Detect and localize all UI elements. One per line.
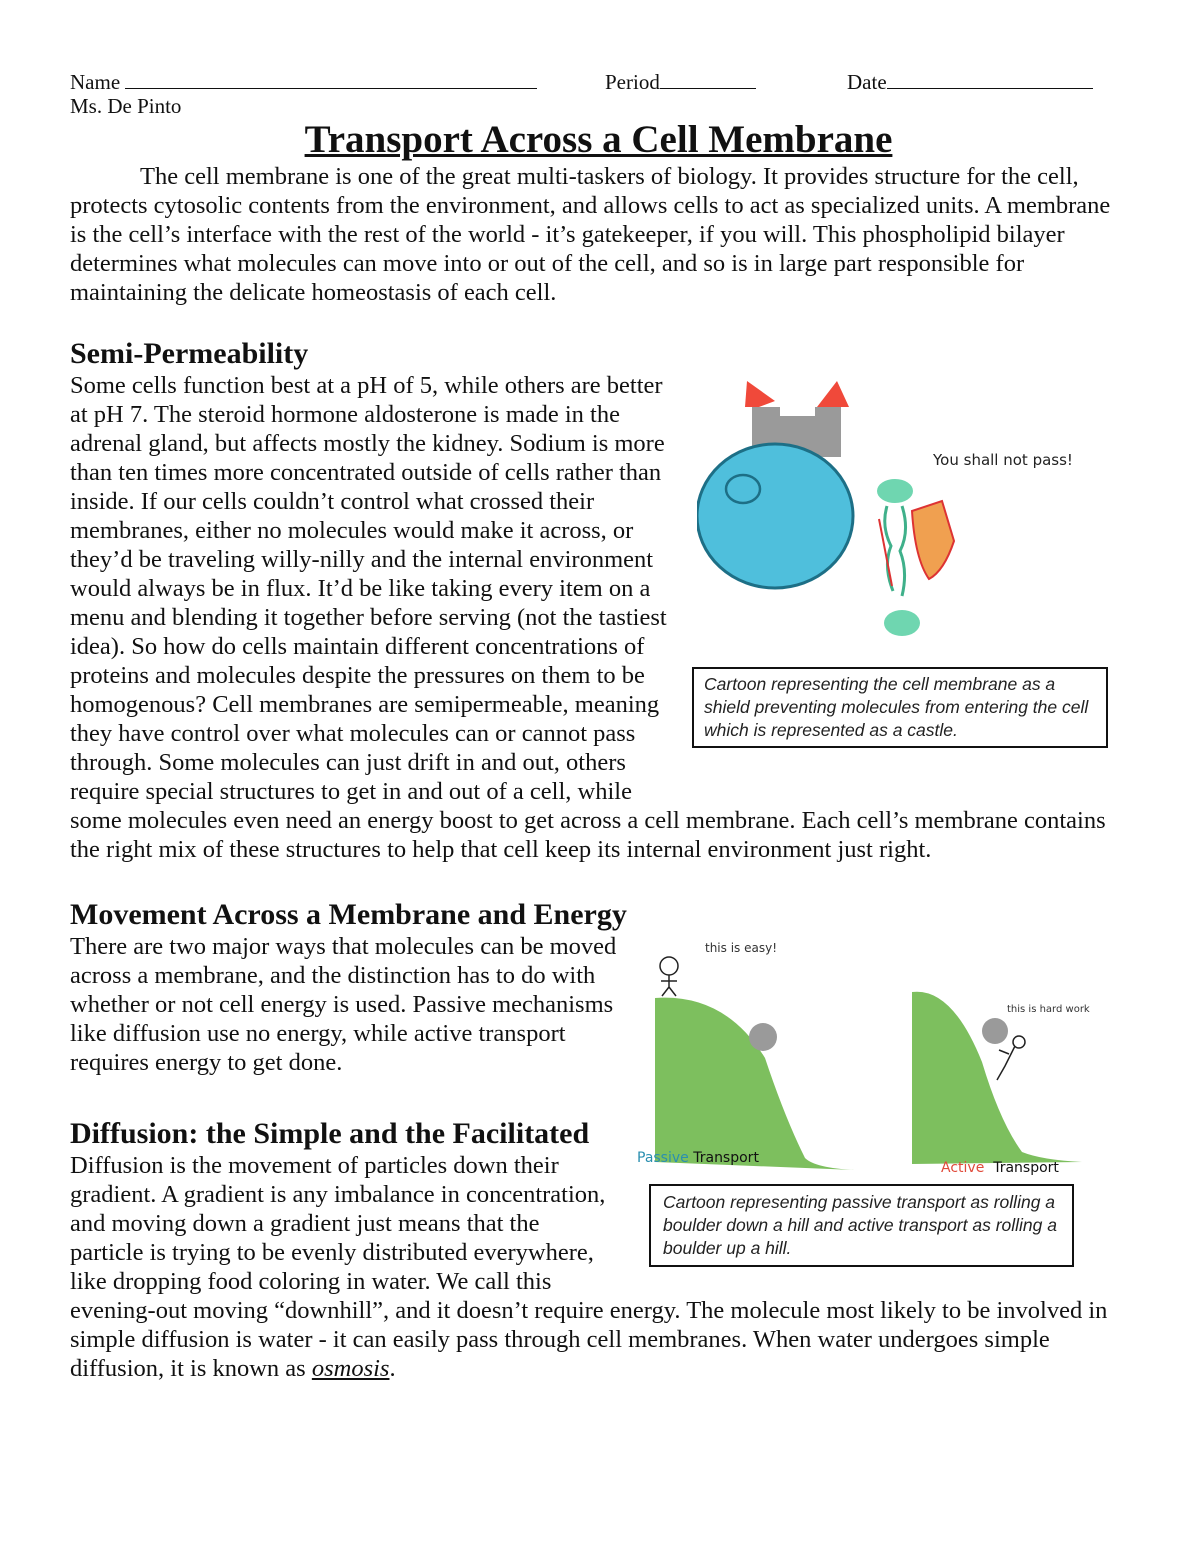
period-blank[interactable] bbox=[660, 70, 756, 89]
active-label: Active Transport bbox=[941, 1160, 1059, 1176]
osmosis-term: osmosis bbox=[311, 1355, 390, 1382]
name-blank[interactable] bbox=[125, 70, 537, 89]
castle-shield-illustration bbox=[697, 371, 1127, 681]
intro-paragraph: The cell membrane is one of the great multi-taskers of biology. It provides structure for the cell, protects cytosolic contents from the environment, and allows cells to act as specialized units. A membrane is the cell’s interface with the rest of the world - it’s gatekeeper, if you will. This phospholipid bilayer determines what molecules can move into or out of the cell, and so is in large part responsible for maintaining the delicate homeostasis of each cell. bbox=[70, 163, 1111, 306]
boulder bbox=[749, 1023, 777, 1051]
movement-paragraph: There are two major ways that molecules can be moved across a membrane, and the distinction has to do with whether or not cell energy is used. Passive mechanisms like diffusion use no energy, while active transport requires energy to get done. bbox=[70, 933, 617, 1076]
svg-text:this is easy!: this is easy! bbox=[705, 941, 778, 955]
header-fields bbox=[70, 66, 1127, 116]
shield-icon bbox=[912, 501, 954, 579]
period-label: Period bbox=[605, 70, 660, 94]
section-heading: Semi-Permeability bbox=[70, 337, 309, 370]
date-field[interactable] bbox=[847, 70, 1093, 94]
teacher-name: Ms. De Pinto bbox=[70, 94, 182, 118]
section-semi-permeability bbox=[70, 337, 1127, 864]
semi-paragraph: Some cells function best at a pH of 5, while others are better at pH 7. The steroid hormone aldosterone is made in the adrenal gland, but affects mostly the kidney. Sodium is more than ten times more concentrated outside of cells rather than inside. If our cells couldn’t control what crossed their membranes, either no molecules would make it across, or they’d be traveling willy-nilly and the internal environment would always be in flux. It’d be like taking every item on a menu and blending it together before serving (not the tastiest idea). So how do cells maintain different concentrations of proteins and molecules despite the pressures on them to be homogenous? Cell membranes are semipermeable, meaning they have control over what molecules can or cannot pass through. Some molecules can just drift in and out, others require special structures to get in and out of a cell, while some molecules even need an energy boost to get across a cell membrane. Each cell’s membrane contains the right mix of these structures to help that cell keep its internal environment just right. bbox=[70, 372, 1106, 863]
tower-roof-left bbox=[745, 381, 775, 407]
svg-text:this is hard work: this is hard work bbox=[1007, 1004, 1090, 1015]
passive-label: Passive Transport bbox=[637, 1150, 759, 1166]
castle-caption: Cartoon representing the cell membrane as a shield preventing molecules from entering the cell which is represented as a castle. bbox=[692, 667, 1108, 748]
name-field[interactable] bbox=[70, 70, 537, 94]
speech-text: You shall not pass! bbox=[933, 451, 1073, 469]
active-hill bbox=[912, 992, 1082, 1164]
period-field[interactable] bbox=[605, 70, 756, 94]
molecule-head bbox=[877, 479, 913, 503]
date-blank[interactable] bbox=[887, 70, 1093, 89]
hill-cartoon bbox=[627, 934, 1127, 1274]
name-label: Name bbox=[70, 70, 121, 94]
section-heading: Movement Across a Membrane and Energy bbox=[70, 898, 627, 931]
boulder bbox=[982, 1018, 1008, 1044]
hill-caption: Cartoon representing passive transport as rolling a boulder down a hill and active transport as rolling a boulder up a hill. bbox=[649, 1184, 1074, 1267]
tower-right bbox=[815, 407, 841, 457]
section-heading: Diffusion: the Simple and the Facilitated bbox=[70, 1117, 590, 1150]
hill-illustration bbox=[647, 934, 1147, 1174]
date-label: Date bbox=[847, 70, 887, 94]
molecule-bottom bbox=[884, 610, 920, 636]
tower-roof-right bbox=[817, 381, 849, 407]
page-title: Transport Across a Cell Membrane bbox=[304, 118, 893, 161]
cell-body bbox=[697, 444, 853, 588]
diffusion-paragraph: Diffusion is the movement of particles down their gradient. A gradient is any imbalance in concentration, and moving down a gradient just means that the particle is trying to be evenly distributed everywhere, like dropping food coloring in water. We call this evening-out moving “downhill”, and it doesn’t require energy. The molecule most likely to be involved in simple diffusion is water - it can easily pass through cell membranes. When water undergoes simple diffusion, it is known as osmosis. bbox=[70, 1152, 1108, 1382]
